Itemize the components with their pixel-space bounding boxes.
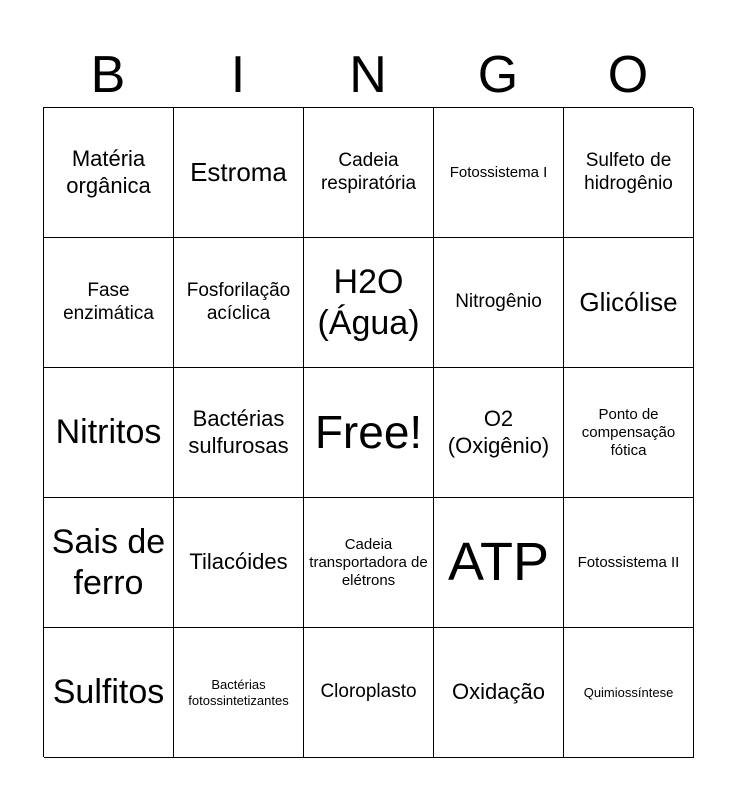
bingo-cell[interactable]: Bactérias fotossintetizantes xyxy=(174,628,304,758)
bingo-cell[interactable]: ATP xyxy=(434,498,564,628)
bingo-cell[interactable]: Matéria orgânica xyxy=(44,108,174,238)
bingo-cell[interactable]: Fase enzimática xyxy=(44,238,174,368)
bingo-cell[interactable]: Tilacóides xyxy=(174,498,304,628)
bingo-cell[interactable]: H2O (Água) xyxy=(304,238,434,368)
bingo-cell[interactable]: Sais de ferro xyxy=(44,498,174,628)
bingo-cell[interactable]: Fotossistema I xyxy=(434,108,564,238)
bingo-board xyxy=(43,107,693,757)
bingo-cell[interactable]: Estroma xyxy=(174,108,304,238)
bingo-cell[interactable]: Nitrogênio xyxy=(434,238,564,368)
header-letter-i: I xyxy=(230,46,246,104)
bingo-cell[interactable]: Glicólise xyxy=(564,238,694,368)
header-letter-g: G xyxy=(477,46,519,104)
bingo-cell[interactable]: Nitritos xyxy=(44,368,174,498)
header-letter-n: N xyxy=(349,46,387,104)
bingo-cell[interactable]: Fosforilação acíclica xyxy=(174,238,304,368)
bingo-cell[interactable]: Quimiossíntese xyxy=(564,628,694,758)
bingo-cell[interactable]: Sulfeto de hidrogênio xyxy=(564,108,694,238)
free-space-cell[interactable]: Free! xyxy=(304,368,434,498)
bingo-cell[interactable]: Sulfitos xyxy=(44,628,174,758)
header-letter-o: O xyxy=(607,46,649,104)
bingo-cell[interactable]: Cloroplasto xyxy=(304,628,434,758)
header-letter-b: B xyxy=(90,46,126,104)
bingo-cell[interactable]: Fotossistema II xyxy=(564,498,694,628)
bingo-header xyxy=(43,44,693,106)
bingo-cell[interactable]: O2 (Oxigênio) xyxy=(434,368,564,498)
bingo-cell[interactable]: Cadeia respiratória xyxy=(304,108,434,238)
bingo-cell[interactable]: Cadeia transportadora de elétrons xyxy=(304,498,434,628)
bingo-cell[interactable]: Oxidação xyxy=(434,628,564,758)
bingo-cell[interactable]: Bactérias sulfurosas xyxy=(174,368,304,498)
bingo-cell[interactable]: Ponto de compensação fótica xyxy=(564,368,694,498)
